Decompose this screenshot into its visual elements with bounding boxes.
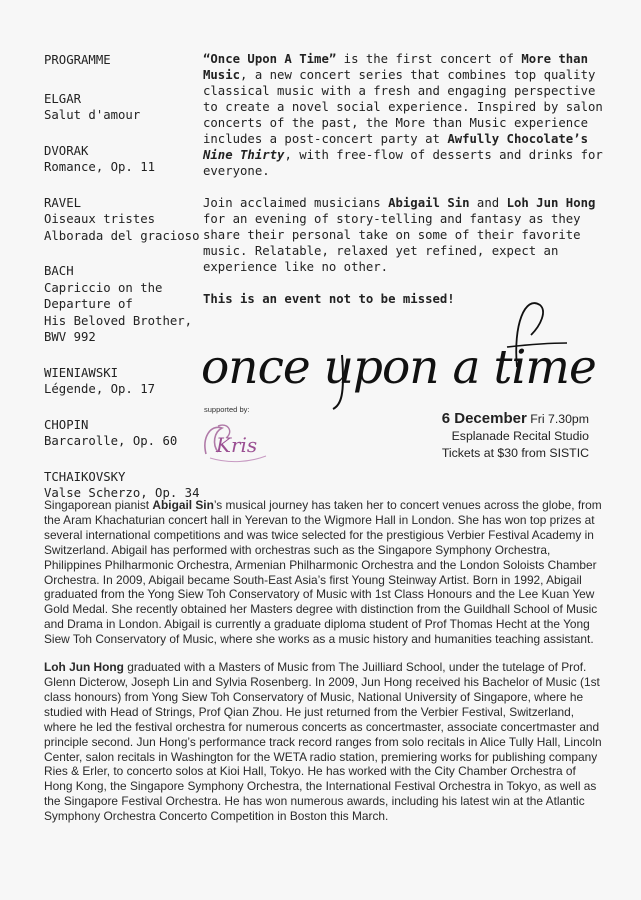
composer-name: TCHAIKOVSKY [44,469,126,484]
work-title: Capriccio on the [44,280,163,295]
programme-piece [44,263,214,346]
programme-piece [44,195,214,245]
text-run: graduated with a Masters of Music from The Juilliard School, under the tutelage of Prof. Glenn Dicterow, Joseph Lin and Sylvia Rosenberg. In 2009, Jun Hong received his Bachelor of Music (1st class honours) from Yong Siew Toh Conservatory of Music, National University of Singapore, where he studied with Head of Strings, Prof Qian Zhou. He just returned from the Verbier Festival, Switzerland, where he led the festival orchestra for numerous concerts as concertmaster, associate concertmaster and principle second. Jun Hong’s performance track record ranges from solo recitals in Alice Tully Hall, Lincoln Center, salon recitals in Washington for the WETA radio station, premiering works for publishing company Ries & Erler, to concerto solos at Kioi Hall, Tokyo. He has worked with the City Chamber Orchestra of Hong Kong, the Singapore Symphony Orchestra, the International Festival Orchestra in Tokyo, as well as the Singapore Festival Orchestra. He has won numerous awards, including his latest win at the Atlantic Symphony Orchestra Concerto Competition in Boston this March. [44,660,602,824]
supported-by-label: supported by: [204,405,250,414]
work-title: Salut d'amour [44,108,141,122]
text-run: More than Music [203,52,588,82]
text-run: Join acclaimed musicians [203,196,389,210]
work-title: Departure of [44,297,133,311]
event-date: 6 December [441,410,527,427]
text-run: Nine Thirty [203,148,285,162]
intro-paragraph-1 [203,51,608,179]
text-run: is the first concert of [336,52,522,66]
text-run: Abigail Sin [152,498,214,512]
bio-loh-jun-hong [44,660,606,824]
event-details [442,410,589,462]
programme-piece [44,469,214,502]
programme-pieces [44,91,214,502]
composer-name: BACH [44,264,74,278]
programme-piece [44,365,214,398]
intro-text [203,51,608,323]
text-run: Loh Jun Hong [506,196,596,210]
event-venue: Esplanade Recital Studio [451,429,589,443]
intro-paragraph-2 [203,195,608,275]
text-run: , with free-flow of desserts and drinks for everyone. [203,148,603,178]
composer-name: RAVEL [44,195,82,210]
work-title: BWV 992 [44,330,96,344]
programme-piece [44,143,214,176]
composer-name: CHOPIN [44,417,89,432]
text-run: Loh Jun Hong [44,660,124,675]
work-title: His Beloved Brother, [44,313,193,328]
event-time: Fri 7.30pm [530,412,589,426]
text-run: “Once Upon A Time” [203,52,337,66]
programme-heading: PROGRAMME [44,53,111,67]
bio-abigail-sin [44,498,606,647]
composer-name: WIENIAWSKI [44,365,119,380]
biographies [44,498,606,837]
text-run: ’s musical journey has taken her to concert venues across the globe, from the Aram Khachaturian concert hall in Yerevan to the Wigmore Hall in London. She has won top prizes at several international competitions and was twice selected for the prestigious Verbier Festival Academy in Switzerland. Abigail has performed with orchestras such as the Singapore Symphony Orchestra, Philippines Philharmonic Orchestra, Armenian Philharmonic Orchestra and the London Soloists Chamber Orchestra. In 2009, Abigail became South-East Asia’s first Young Steinway Artist. Born in 1992, Abigail graduated from the Yong Siew Toh Conservatory of Music with 1st Class Honours and the Lee Kuan Yew Gold Medal. She recently obtained her Masters degree with distinction from the Guildhall School of Music and Drama in London. Abigail is currently a graduate diploma student of Prof Thomas Hecht at the Yong Siew Toh Conservatory of Music, where she works as a music history and humanities teaching assistant. [44,498,602,647]
work-title: Romance, Op. 11 [44,160,156,174]
programme-list [44,52,214,521]
title-script-text: once upon a time [201,340,596,395]
programme-piece [44,91,214,124]
sponsor-logo-text: Kris [216,433,258,457]
work-title: Barcarolle, Op. 60 [44,434,178,448]
sponsor-logo [200,418,272,468]
title-script-art [195,285,615,410]
work-title: Légende, Op. 17 [44,382,156,396]
text-run: for an evening of story-telling and fantasy as they share their personal take on some of their favorite music. Relatable, relaxed yet refined, expect an experience like no other. [203,212,581,274]
event-tickets: Tickets at $30 from SISTIC [441,446,589,460]
text-run: , a new concert series that combines top quality classical music with a fresh and engaging perspective to create a novel social experience. Inspired by salon concerts of the past, the More than Music experience includes a post-concert party at [203,68,603,146]
composer-name: ELGAR [44,91,82,106]
work-title: Alborada del gracioso [44,228,200,243]
tagline: This is an event not to be missed! [203,292,455,306]
text-run: Abigail Sin [388,196,470,210]
composer-name: DVORAK [44,143,89,158]
text-run: Awfully Chocolate’s [447,132,588,146]
programme-piece [44,417,214,450]
text-run: and [469,196,507,210]
text-run: Singaporean pianist [44,498,153,512]
work-title: Oiseaux tristes [44,212,156,226]
work-title: Valse Scherzo, Op. 34 [44,486,200,500]
